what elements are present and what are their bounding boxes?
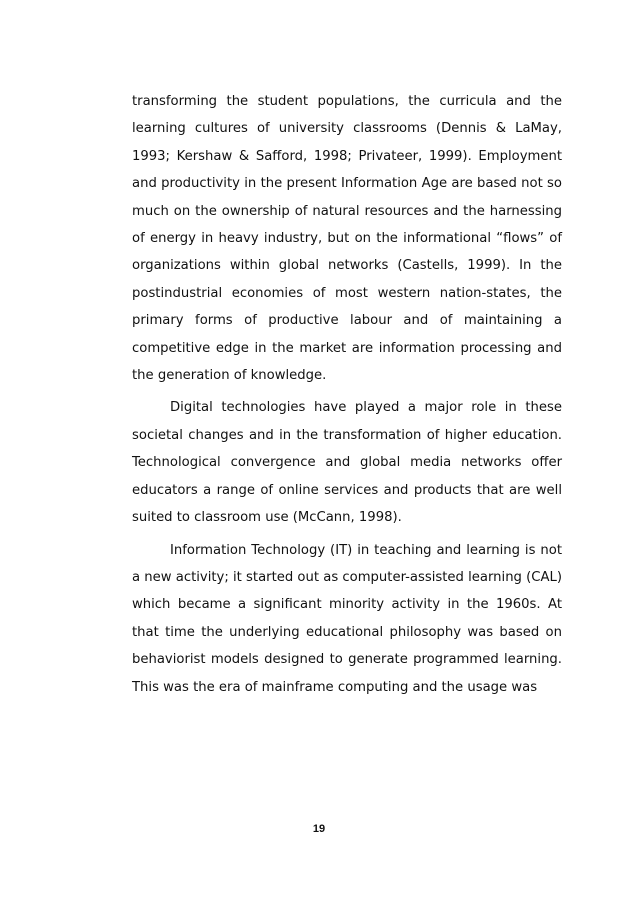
paragraph-information-technology: Information Technology (IT) in teaching and learning is not a new activity; it started out as computer-assisted learning (CAL) which became a significant minority activity in the 1960s. At that time the underlying educational philosophy was based on behaviorist models designed to generate programmed learning. This was the era of mainframe computing and the usage was	[132, 542, 562, 695]
paragraph-continuation: transforming the student populations, the curricula and the learning cultures of university classrooms (Dennis & LaMay, 1993; Kershaw & Safford, 1998; Privateer, 1999). Employment and productivity in the present Information Age are based not so much on the ownership of natural resources and the harnessing of energy in heavy industry, but on the informational “flows” of organizations within global networks (Castells, 1999). In the postindustrial economies of most western nation-states, the primary forms of productive labour and of maintaining a competitive edge in the market are information processing and the generation of knowledge.	[132, 94, 562, 384]
body-text	[132, 88, 562, 701]
paragraph-digital-technologies: Digital technologies have played a major role in these societal changes and in the transformation of higher education. Technological convergence and global media networks offer educators a range of online services and products that are well suited to classroom use (McCann, 1998).	[132, 400, 562, 526]
page-number: 19	[312, 823, 326, 835]
